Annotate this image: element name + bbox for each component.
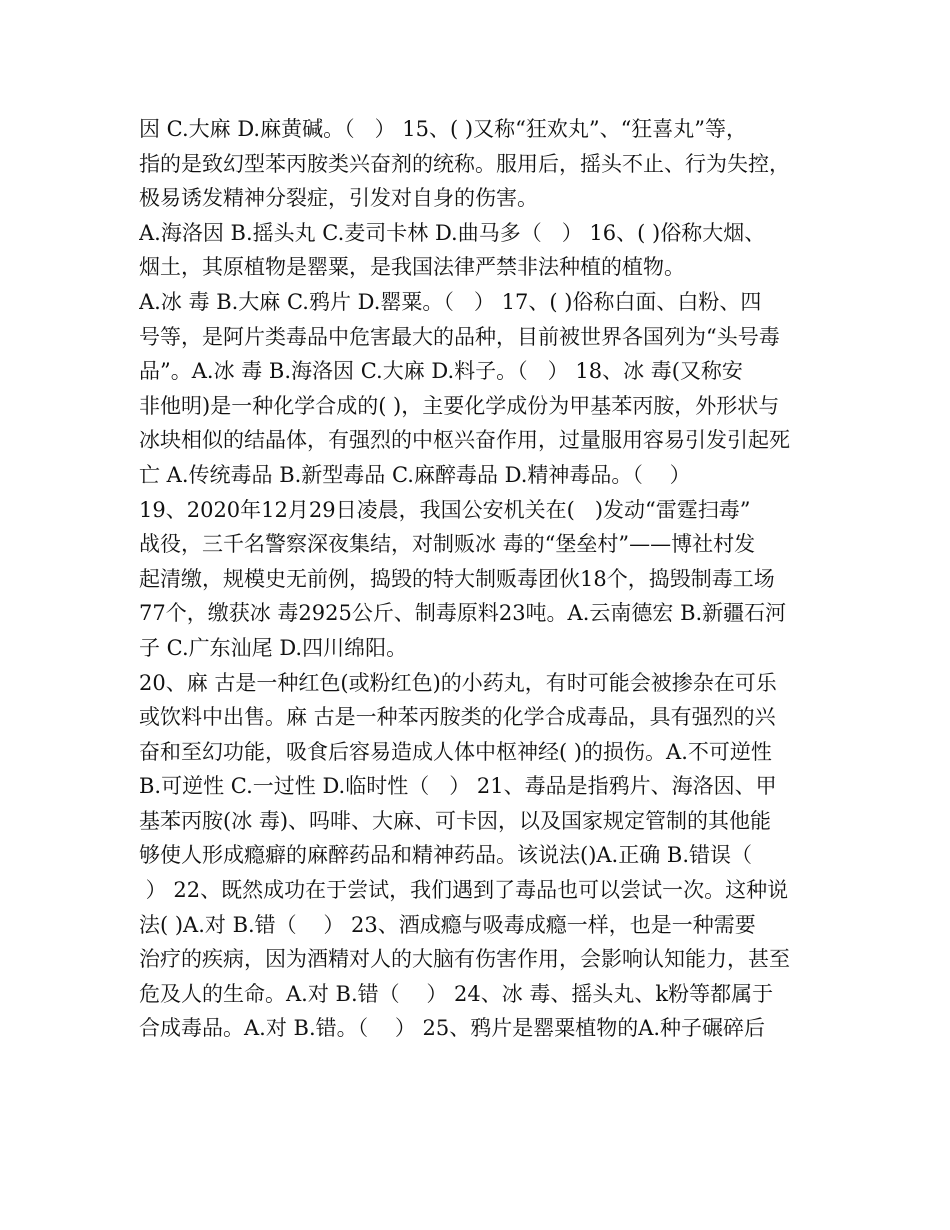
text-line: 法( )A.对 B.错（ ） 23、酒成瘾与吸毒成瘾一样，也是一种需要 xyxy=(139,912,756,937)
text-line: 够使人形成瘾癖的麻醉药品和精神药品。该说法()A.正确 B.错误（ xyxy=(139,843,753,868)
text-line: ） 22、既然成功在于尝试，我们遇到了毒品也可以尝试一次。这种说 xyxy=(139,878,789,903)
text-line: 治疗的疾病，因为酒精对人的大脑有伤害作用，会影响认知能力，甚至 xyxy=(139,947,790,972)
document-body xyxy=(139,112,819,1046)
text-line: 烟土，其原植物是罂粟，是我国法律严禁非法种植的植物。 xyxy=(139,255,685,280)
text-line: A.冰 毒 B.大麻 C.鸦片 D.罂粟。（ ） 17、( )俗称白面、白粉、四 xyxy=(139,289,762,314)
text-line: 子 C.广东汕尾 D.四川绵阳。 xyxy=(139,635,408,660)
text-line: 因 C.大麻 D.麻黄碱。（ ） 15、( )又称“狂欢丸”、“狂喜丸”等， xyxy=(139,117,748,141)
text-line: 奋和至幻功能，吸食后容易造成人体中枢神经( )的损伤。A.不可逆性 xyxy=(139,739,772,764)
text-line: 基苯丙胺(冰 毒)、吗啡、大麻、可卡因，以及国家规定管制的其他能 xyxy=(139,808,772,833)
text-line: 指的是致幻型苯丙胺类兴奋剂的统称。服用后，摇头不止、行为失控， xyxy=(139,151,790,176)
text-line: 战役，三千名警察深夜集结，对制贩冰 毒的“堡垒村”——博社村发 xyxy=(139,532,756,557)
text-line: 77个，缴获冰 毒2925公斤、制毒原料23吨。A.云南德宏 B.新疆石河 xyxy=(139,601,787,626)
text-line: A.海洛因 B.摇头丸 C.麦司卡林 D.曲马多（ ） 16、( )俗称大烟、 xyxy=(139,220,766,245)
text-line: 19、2020年12月29日凌晨，我国公安机关在( )发动“雷霆扫毒” xyxy=(139,497,751,522)
text-line: 合成毒品。A.对 B.错。（ ） 25、鸦片是罂粟植物的A.种子碾碎后 xyxy=(139,1016,766,1041)
text-line: 品”。A.冰 毒 B.海洛因 C.大麻 D.料子。（ ） 18、冰 毒(又称安 xyxy=(139,359,743,384)
text-line: 或饮料中出售。麻 古是一种苯丙胺类的化学合成毒品，具有强烈的兴 xyxy=(139,705,776,730)
text-line: 极易诱发精神分裂症，引发对自身的伤害。 xyxy=(139,186,538,211)
text-line: 冰块相似的结晶体，有强烈的中枢兴奋作用，过量服用容易引发引起死 xyxy=(139,428,790,453)
text-line: 危及人的生命。A.对 B.错（ ） 24、冰 毒、摇头丸、k粉等都属于 xyxy=(139,981,774,1006)
text-line: 非他明)是一种化学合成的( )，主要化学成份为甲基苯丙胺，外形状与 xyxy=(139,393,780,418)
text-line: B.可逆性 C.一过性 D.临时性（ ） 21、毒品是指鸦片、海洛因、甲 xyxy=(139,774,777,799)
text-line: 20、麻 古是一种红色(或粉红色)的小药丸，有时可能会被掺杂在可乐 xyxy=(139,670,777,695)
text-line: 号等，是阿片类毒品中危害最大的品种，目前被世界各国列为“头号毒 xyxy=(139,324,780,349)
text-line: 亡 A.传统毒品 B.新型毒品 C.麻醉毒品 D.精神毒品。（ ） xyxy=(139,462,691,487)
text-line: 起清缴，规模史无前例，捣毁的特大制贩毒团伙18个，捣毁制毒工场 xyxy=(139,566,775,591)
